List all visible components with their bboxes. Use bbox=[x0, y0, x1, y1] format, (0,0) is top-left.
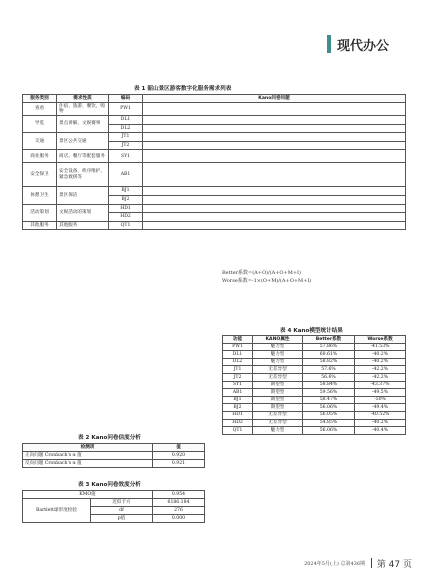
better-coefficient: 56.06% bbox=[303, 427, 355, 435]
table-row bbox=[23, 491, 205, 499]
page-footer bbox=[222, 556, 412, 570]
service-code: SY1 bbox=[109, 150, 143, 163]
table-row bbox=[223, 411, 406, 419]
better-coefficient: 59.56% bbox=[303, 389, 355, 397]
service-category: 查看 bbox=[23, 103, 57, 116]
better-coefficient: 56.05% bbox=[303, 411, 355, 419]
kano-question bbox=[143, 116, 406, 125]
kano-attribute: 期望型 bbox=[253, 389, 303, 397]
check-item: 反向问题 Cronbach's α 值 bbox=[23, 460, 153, 468]
service-nature: 景区保洁 bbox=[57, 187, 109, 204]
kano-question bbox=[143, 150, 406, 163]
table-row bbox=[223, 419, 406, 427]
table-row bbox=[223, 366, 406, 374]
function-code: QT1 bbox=[223, 427, 253, 435]
section-title: 现代办公 bbox=[337, 38, 390, 54]
table4-col-worse: Worse系数 bbox=[355, 336, 406, 344]
better-coefficient: 58.82% bbox=[303, 358, 355, 366]
kano-results-table bbox=[222, 335, 406, 435]
service-code: QT1 bbox=[109, 221, 143, 230]
table1-col-code: 编码 bbox=[109, 95, 143, 103]
test-item: 近似卡方 bbox=[91, 499, 153, 507]
service-nature: 景点讲解、文娱赛事 bbox=[57, 116, 109, 133]
worse-coefficient: -40.52% bbox=[355, 411, 406, 419]
test-value: 276 bbox=[153, 507, 205, 515]
table3-caption: 表 3 Kano问卷效度分析 bbox=[78, 482, 141, 488]
service-nature: 安全设备、秩序维护、紧急救援等 bbox=[57, 163, 109, 187]
table4-col-better: Better系数 bbox=[303, 336, 355, 344]
worse-formula: Worse系数=-1×(O+M)/(A+O+M+I) bbox=[222, 278, 312, 285]
service-category: 其他服务 bbox=[23, 221, 57, 230]
check-value: 0.920 bbox=[153, 452, 205, 460]
kano-question bbox=[143, 204, 406, 213]
kano-attribute: 无差异型 bbox=[253, 411, 303, 419]
function-code: BJ1 bbox=[223, 396, 253, 404]
table-row bbox=[223, 389, 406, 397]
kano-attribute: 魅力型 bbox=[253, 358, 303, 366]
table1-caption: 表 1 韶山景区游客数字化服务需求列表 bbox=[134, 86, 232, 92]
kano-question bbox=[143, 141, 406, 150]
table-row bbox=[23, 133, 406, 142]
function-code: PW1 bbox=[223, 343, 253, 351]
service-nature: 文娱活动的策划 bbox=[57, 204, 109, 221]
table2-caption: 表 2 Kano问卷信度分析 bbox=[78, 435, 141, 441]
kano-question bbox=[143, 221, 406, 230]
better-coefficient: 57.86% bbox=[303, 343, 355, 351]
service-code: AB1 bbox=[109, 163, 143, 187]
kano-attribute: 期望型 bbox=[253, 381, 303, 389]
table4-col-attribute: KANO属性 bbox=[253, 336, 303, 344]
service-category: 休憩卫生 bbox=[23, 187, 57, 204]
service-code: DL2 bbox=[109, 124, 143, 133]
table-row bbox=[23, 452, 205, 460]
test-value: 0.000 bbox=[153, 515, 205, 523]
kano-attribute: 无差异型 bbox=[253, 419, 303, 427]
kano-attribute: 魅力型 bbox=[253, 351, 303, 359]
table-row bbox=[23, 103, 406, 116]
table1-header-row bbox=[23, 95, 406, 103]
service-category: 导览 bbox=[23, 116, 57, 133]
service-category: 交通 bbox=[23, 133, 57, 150]
table-row bbox=[23, 460, 205, 468]
function-code: DL2 bbox=[223, 358, 253, 366]
better-formula: Better系数=(A+O)/(A+O+M+I) bbox=[222, 270, 301, 276]
kano-question bbox=[143, 213, 406, 222]
check-item: 正向问题 Cronbach's α 值 bbox=[23, 452, 153, 460]
service-category: 安全保卫 bbox=[23, 163, 57, 187]
better-coefficient: 58.84% bbox=[303, 381, 355, 389]
better-coefficient: 60.61% bbox=[303, 351, 355, 359]
left-column-bottom-text bbox=[22, 524, 205, 564]
table2-header-row bbox=[23, 444, 205, 452]
worse-coefficient: -40.2% bbox=[355, 351, 406, 359]
page-number: 第 47 页 bbox=[376, 559, 412, 570]
table1-col-nature: 需求性质 bbox=[57, 95, 109, 103]
better-coefficient: 58.47% bbox=[303, 396, 355, 404]
kano-question bbox=[143, 133, 406, 142]
table-row bbox=[23, 221, 406, 230]
table1-col-category: 服务类别 bbox=[23, 95, 57, 103]
kano-attribute: 期望型 bbox=[253, 396, 303, 404]
service-nature: 商店、餐厅等配套服务 bbox=[57, 150, 109, 163]
better-coefficient: 56.06% bbox=[303, 404, 355, 412]
reliability-table bbox=[22, 443, 205, 468]
service-code: PW1 bbox=[109, 103, 143, 116]
test-item: df bbox=[91, 507, 153, 515]
table4-col-function: 功能 bbox=[223, 336, 253, 344]
table-row bbox=[23, 499, 205, 507]
table2-col-value: 值 bbox=[153, 444, 205, 452]
kano-question bbox=[143, 124, 406, 133]
service-demand-table bbox=[22, 94, 406, 230]
table-row bbox=[23, 150, 406, 163]
worse-coefficient: -49.4% bbox=[355, 404, 406, 412]
table-row bbox=[23, 204, 406, 213]
worse-coefficient: -40.2% bbox=[355, 419, 406, 427]
kano-attribute: 魅力型 bbox=[253, 427, 303, 435]
service-code: DL1 bbox=[109, 116, 143, 125]
worse-coefficient: -49.5% bbox=[355, 389, 406, 397]
worse-coefficient: -50% bbox=[355, 396, 406, 404]
worse-coefficient: -41.53% bbox=[355, 343, 406, 351]
service-code: BJ2 bbox=[109, 195, 143, 204]
better-coefficient: 57.6% bbox=[303, 366, 355, 374]
service-code: JT1 bbox=[109, 133, 143, 142]
worse-coefficient: -42.2% bbox=[355, 366, 406, 374]
left-column-text bbox=[22, 269, 205, 433]
service-nature: 其他服务 bbox=[57, 221, 109, 230]
function-code: HD2 bbox=[223, 419, 253, 427]
worse-coefficient: -42.2% bbox=[355, 373, 406, 381]
kano-question bbox=[143, 195, 406, 204]
worse-coefficient: -40.4% bbox=[355, 427, 406, 435]
kano-attribute: 无差异型 bbox=[253, 373, 303, 381]
validity-table bbox=[22, 490, 205, 523]
function-code: JT1 bbox=[223, 366, 253, 374]
table-row bbox=[23, 163, 406, 187]
service-code: HD2 bbox=[109, 213, 143, 222]
function-code: JT2 bbox=[223, 373, 253, 381]
service-category: 商业服务 bbox=[23, 150, 57, 163]
accent-bar bbox=[327, 35, 331, 53]
table-row bbox=[223, 381, 406, 389]
table-row bbox=[23, 187, 406, 196]
kmo-value: 0.954 bbox=[153, 491, 205, 499]
service-category: 活动策划 bbox=[23, 204, 57, 221]
service-code: JT2 bbox=[109, 141, 143, 150]
function-code: AB1 bbox=[223, 389, 253, 397]
test-item: p值 bbox=[91, 515, 153, 523]
table4-caption: 表 4 Kano模型统计结果 bbox=[280, 328, 343, 334]
function-code: DL1 bbox=[223, 351, 253, 359]
better-coefficient: 56.6% bbox=[303, 373, 355, 381]
function-code: BJ2 bbox=[223, 404, 253, 412]
bartlett-label: Bartlett球形度检验 bbox=[23, 499, 91, 523]
function-code: HD1 bbox=[223, 411, 253, 419]
worse-coefficient: -43.37% bbox=[355, 381, 406, 389]
table-row bbox=[23, 116, 406, 125]
right-column-text bbox=[222, 269, 405, 325]
footer-divider bbox=[371, 558, 372, 568]
table1-col-question: Kano问卷问题 bbox=[143, 95, 406, 103]
function-code: SY1 bbox=[223, 381, 253, 389]
table-row bbox=[223, 373, 406, 381]
table-row bbox=[223, 404, 406, 412]
kano-attribute: 期望型 bbox=[253, 404, 303, 412]
kano-attribute: 无差异型 bbox=[253, 366, 303, 374]
right-column-bottom-text bbox=[222, 440, 405, 552]
check-value: 0.921 bbox=[153, 460, 205, 468]
better-coefficient: 54.85% bbox=[303, 419, 355, 427]
kano-question bbox=[143, 103, 406, 116]
table-row bbox=[223, 351, 406, 359]
kmo-label: KMO值 bbox=[23, 491, 153, 499]
kano-question bbox=[143, 187, 406, 196]
table4-body bbox=[223, 343, 406, 434]
kano-question bbox=[143, 163, 406, 187]
service-nature: 住宿、旅游、餐饮、购物 bbox=[57, 103, 109, 116]
table-row bbox=[223, 343, 406, 351]
test-value: 6186.184 bbox=[153, 499, 205, 507]
service-code: HD1 bbox=[109, 204, 143, 213]
issue-info: 2024年5月(上) 总第436期 bbox=[304, 560, 366, 567]
section-banner bbox=[327, 33, 427, 55]
table-row bbox=[223, 396, 406, 404]
worse-coefficient: -40.2% bbox=[355, 358, 406, 366]
service-nature: 景区公共交通 bbox=[57, 133, 109, 150]
table-row bbox=[223, 358, 406, 366]
service-code: BJ1 bbox=[109, 187, 143, 196]
kano-attribute: 魅力型 bbox=[253, 343, 303, 351]
table-row bbox=[223, 427, 406, 435]
table4-header-row bbox=[223, 336, 406, 344]
table2-col-item: 检测项 bbox=[23, 444, 153, 452]
